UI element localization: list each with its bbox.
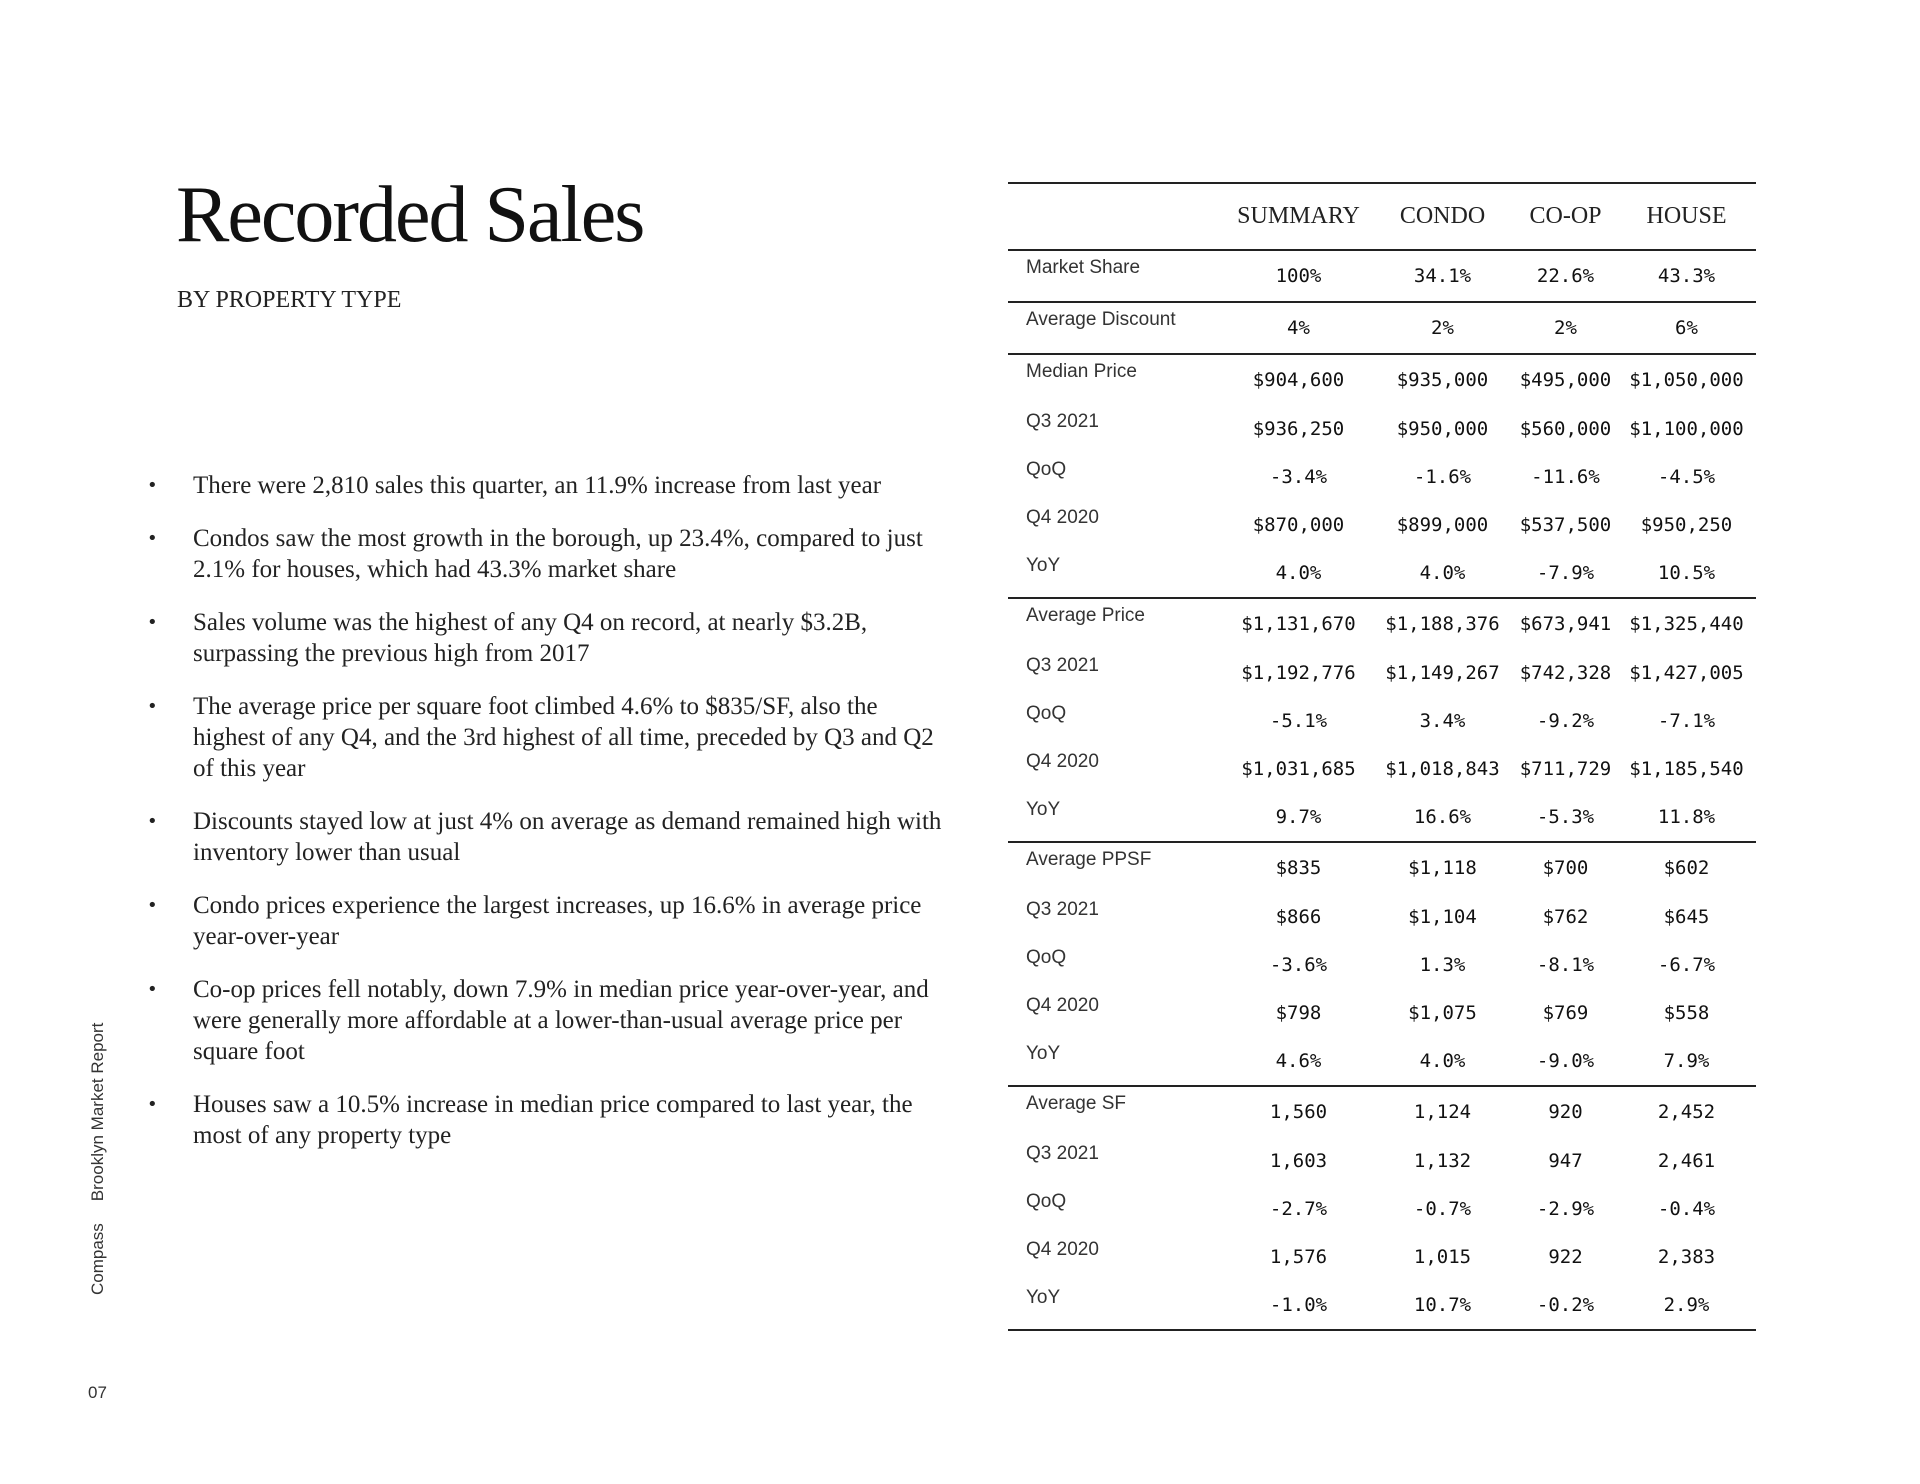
page-title: Recorded Sales	[176, 171, 644, 259]
table-cell: -0.7%	[1413, 1198, 1472, 1220]
table-cell: $866	[1275, 906, 1322, 928]
table-cell: -4.5%	[1657, 466, 1716, 488]
table-cell: 1,560	[1269, 1101, 1328, 1123]
table-row	[1008, 745, 1756, 793]
bullet-text: Co-op prices fell notably, down 7.9% in median price year-over-year, and were generally more affordable at a lower-than-usual average price per square foot	[193, 976, 929, 1065]
table-cell: -1.6%	[1413, 466, 1472, 488]
table-cell: $950,000	[1396, 418, 1489, 440]
table-cell: $673,941	[1519, 613, 1612, 635]
table-row	[1008, 354, 1756, 405]
table-row	[1008, 1137, 1756, 1185]
bullet-item	[143, 691, 943, 784]
bullet-item	[143, 1089, 943, 1151]
table-cell: 2%	[1514, 302, 1617, 354]
table-row	[1008, 1086, 1756, 1137]
column-header-condo: CONDO	[1371, 183, 1514, 250]
table-cell: -0.4%	[1657, 1198, 1716, 1220]
table-cell: -8.1%	[1536, 954, 1595, 976]
table-cell: 16.6%	[1371, 793, 1514, 842]
table-cell: -5.3%	[1514, 793, 1617, 842]
table-cell: 4.0%	[1371, 1037, 1514, 1086]
row-label: Average SF	[1026, 1093, 1126, 1114]
table-cell: -7.9%	[1514, 549, 1617, 598]
bullet-text: Discounts stayed low at just 4% on average as demand remained high with inventory lower than usual	[193, 808, 942, 866]
bullet-item	[143, 607, 943, 669]
bullet-item	[143, 890, 943, 952]
table-row	[1008, 250, 1756, 302]
table-row	[1008, 501, 1756, 549]
column-header-summary: SUMMARY	[1226, 183, 1371, 250]
table-row	[1008, 1233, 1756, 1281]
table-cell: $1,075	[1408, 1002, 1477, 1024]
table-cell: 920	[1548, 1101, 1583, 1123]
bullet-dot-icon: •	[147, 696, 158, 717]
table-cell: 1,124	[1413, 1101, 1472, 1123]
table-cell: -9.2%	[1536, 710, 1595, 732]
table-cell: $1,185,540	[1629, 758, 1744, 780]
bullet-item	[143, 523, 943, 585]
row-label: QoQ	[1026, 459, 1067, 480]
table-cell: 2,461	[1657, 1150, 1716, 1172]
table-cell: $1,188,376	[1385, 613, 1500, 635]
bullet-text: There were 2,810 sales this quarter, an 11.9% increase from last year	[193, 472, 882, 499]
table-cell: 43.3%	[1617, 250, 1756, 302]
table-cell: $769	[1542, 1002, 1589, 1024]
bullet-dot-icon: •	[147, 811, 158, 832]
table-cell: $935,000	[1396, 369, 1489, 391]
table-cell: -3.6%	[1269, 954, 1328, 976]
table-cell: 11.8%	[1617, 793, 1756, 842]
table-row	[1008, 598, 1756, 649]
table-row	[1008, 1281, 1756, 1330]
table-cell: $602	[1663, 857, 1710, 879]
table-cell: 10.5%	[1617, 549, 1756, 598]
table-cell: 3.4%	[1419, 710, 1466, 732]
row-label: Q4 2020	[1026, 995, 1099, 1016]
report-name: Brooklyn Market Report	[88, 1022, 107, 1202]
table-row	[1008, 1185, 1756, 1233]
table-cell: 922	[1548, 1246, 1583, 1268]
table-cell: $798	[1275, 1002, 1322, 1024]
table-row	[1008, 989, 1756, 1037]
table-cell: 1,603	[1269, 1150, 1328, 1172]
table-cell: -7.1%	[1657, 710, 1716, 732]
table-cell: 2.9%	[1663, 1294, 1710, 1316]
table-cell: -9.0%	[1514, 1037, 1617, 1086]
summary-bullet-list	[143, 470, 943, 1173]
table-cell: $1,192,776	[1241, 662, 1356, 684]
table-cell: $537,500	[1519, 514, 1612, 536]
table-row	[1008, 1037, 1756, 1086]
bullet-text: Sales volume was the highest of any Q4 on record, at nearly $3.2B, surpassing the previous high from 2017	[193, 609, 868, 667]
row-label: Q3 2021	[1026, 655, 1099, 676]
page-number: 07	[88, 1383, 107, 1402]
table-cell: 4%	[1226, 302, 1371, 354]
table-body	[1008, 250, 1756, 1330]
row-label: Median Price	[1026, 361, 1137, 382]
bullet-item	[143, 806, 943, 868]
row-label: Average PPSF	[1026, 849, 1152, 870]
bullet-dot-icon: •	[147, 528, 158, 549]
table-cell: -2.9%	[1536, 1198, 1595, 1220]
row-label: Q4 2020	[1026, 751, 1099, 772]
row-label: Q3 2021	[1026, 411, 1099, 432]
page-subtitle: BY PROPERTY TYPE	[177, 287, 402, 313]
table-cell: 7.9%	[1617, 1037, 1756, 1086]
table-cell: 2,383	[1657, 1246, 1716, 1268]
table-cell: 2%	[1371, 302, 1514, 354]
table-cell: -11.6%	[1531, 466, 1600, 488]
table-cell: $1,325,440	[1629, 613, 1744, 635]
table-row	[1008, 893, 1756, 941]
table-cell: $711,729	[1519, 758, 1612, 780]
table-cell: $1,031,685	[1241, 758, 1356, 780]
table-cell: $645	[1663, 906, 1710, 928]
table-row	[1008, 549, 1756, 598]
table-cell: $899,000	[1396, 514, 1489, 536]
row-label: QoQ	[1026, 947, 1067, 968]
table-cell: 9.7%	[1226, 793, 1371, 842]
table-row	[1008, 697, 1756, 745]
brand-name: Compass	[88, 1223, 107, 1295]
bullet-dot-icon: •	[147, 979, 158, 1000]
bullet-dot-icon: •	[147, 612, 158, 633]
table-cell: $1,100,000	[1629, 418, 1744, 440]
column-header-house: HOUSE	[1617, 183, 1756, 250]
row-label: Q3 2021	[1026, 899, 1099, 920]
table-cell: $1,149,267	[1385, 662, 1500, 684]
bullet-dot-icon: •	[147, 895, 158, 916]
row-label: YoY	[1008, 549, 1226, 598]
bullet-text: The average price per square foot climbed 4.6% to $835/SF, also the highest of any Q4, and the 3rd highest of all time, preceded by Q3 and Q2 of this year	[193, 693, 934, 782]
table-cell: $950,250	[1640, 514, 1733, 536]
table-cell: -6.7%	[1657, 954, 1716, 976]
table-cell: $1,427,005	[1629, 662, 1744, 684]
recorded-sales-table	[1008, 182, 1756, 1331]
table-cell: 4.0%	[1226, 549, 1371, 598]
table-cell: -2.7%	[1269, 1198, 1328, 1220]
row-label: Market Share	[1008, 250, 1226, 302]
table-row	[1008, 649, 1756, 697]
table-cell: 4.6%	[1226, 1037, 1371, 1086]
table-row	[1008, 842, 1756, 893]
table-cell: $560,000	[1519, 418, 1612, 440]
row-label: QoQ	[1026, 1191, 1067, 1212]
table-cell: 4.0%	[1371, 549, 1514, 598]
row-label: Q3 2021	[1026, 1143, 1099, 1164]
bullet-text: Condo prices experience the largest increases, up 16.6% in average price year-over-year	[193, 892, 922, 950]
table-row	[1008, 793, 1756, 842]
row-label: Average Discount	[1008, 302, 1226, 354]
table-cell: 1,576	[1269, 1246, 1328, 1268]
table-cell: -5.1%	[1269, 710, 1328, 732]
table-cell: $558	[1663, 1002, 1710, 1024]
table-cell: -1.0%	[1269, 1294, 1328, 1316]
table-cell: $1,018,843	[1385, 758, 1500, 780]
row-label: YoY	[1008, 793, 1226, 842]
table-cell: 947	[1548, 1150, 1583, 1172]
table-row	[1008, 302, 1756, 354]
table-cell: -0.2%	[1536, 1294, 1595, 1316]
table-cell: 2,452	[1657, 1101, 1716, 1123]
table-cell: 100%	[1226, 250, 1371, 302]
table-cell: $904,600	[1252, 369, 1345, 391]
table-cell: $936,250	[1252, 418, 1345, 440]
table-cell: 10.7%	[1413, 1294, 1472, 1316]
header-corner-cell	[1008, 183, 1226, 250]
row-label: Q4 2020	[1026, 1239, 1099, 1260]
table-cell: $742,328	[1519, 662, 1612, 684]
table-cell: $762	[1542, 906, 1589, 928]
table-header-row	[1008, 183, 1756, 250]
table-cell: $700	[1542, 857, 1589, 879]
row-label: Average Price	[1026, 605, 1145, 626]
table-cell: 1.3%	[1419, 954, 1466, 976]
table-cell: 22.6%	[1514, 250, 1617, 302]
table-cell: $870,000	[1252, 514, 1345, 536]
bullet-item	[143, 470, 943, 501]
row-label: YoY	[1008, 1037, 1226, 1086]
table-cell: 34.1%	[1371, 250, 1514, 302]
row-label: Q4 2020	[1026, 507, 1099, 528]
table-cell: $495,000	[1519, 369, 1612, 391]
bullet-text: Houses saw a 10.5% increase in median price compared to last year, the most of any property type	[193, 1091, 913, 1149]
table-cell: $1,131,670	[1241, 613, 1356, 635]
table-row	[1008, 453, 1756, 501]
bullet-dot-icon: •	[147, 1094, 158, 1115]
table-cell: $835	[1275, 857, 1322, 879]
row-label: YoY	[1026, 1287, 1061, 1308]
column-header-co-op: CO-OP	[1514, 183, 1617, 250]
bullet-dot-icon: •	[147, 475, 158, 496]
table-cell: $1,050,000	[1629, 369, 1744, 391]
vertical-footer	[88, 1023, 108, 1295]
table-row	[1008, 405, 1756, 453]
bullet-item	[143, 974, 943, 1067]
row-label: QoQ	[1026, 703, 1067, 724]
table-cell: $1,104	[1408, 906, 1477, 928]
bullet-text: Condos saw the most growth in the borough, up 23.4%, compared to just 2.1% for houses, which had 43.3% market share	[193, 525, 923, 583]
table-cell: $1,118	[1408, 857, 1477, 879]
table-cell: 1,132	[1413, 1150, 1472, 1172]
table-cell: 1,015	[1413, 1246, 1472, 1268]
table-cell: -3.4%	[1269, 466, 1328, 488]
table-row	[1008, 941, 1756, 989]
table-cell: 6%	[1617, 302, 1756, 354]
